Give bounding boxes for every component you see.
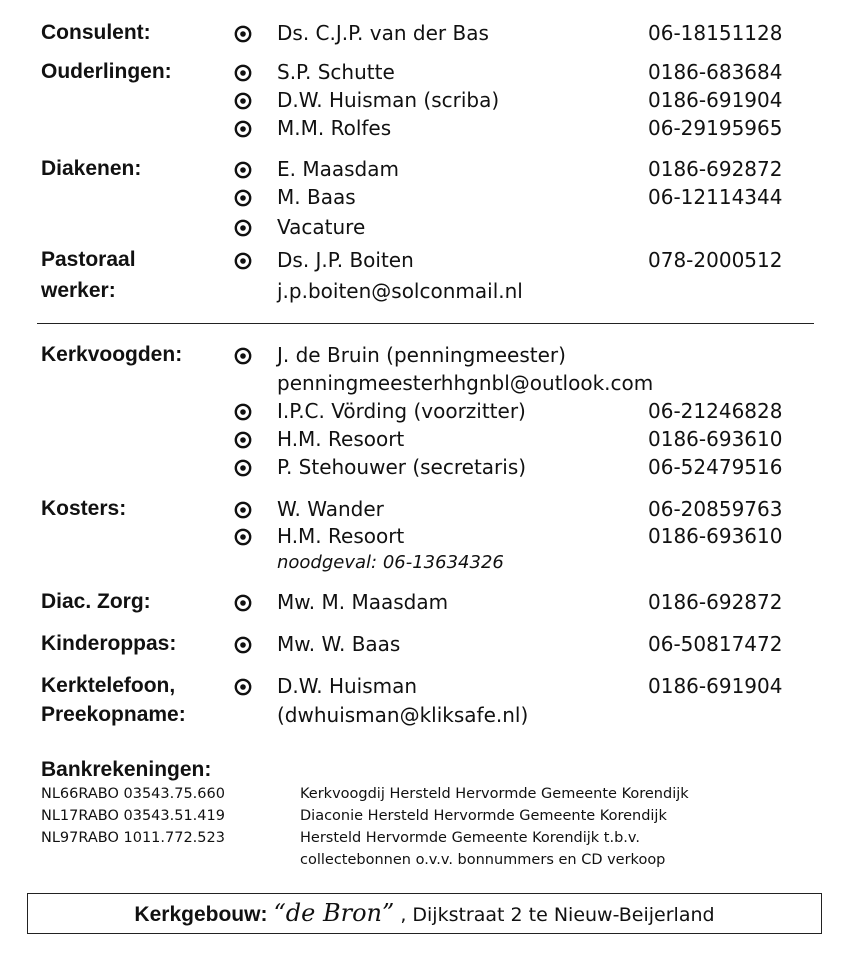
kerkvoogd-phone: 06-21246828 bbox=[648, 399, 783, 423]
diaken-phone: 0186-692872 bbox=[648, 157, 783, 181]
bullet-icon bbox=[233, 160, 253, 180]
koster-name: W. Wander bbox=[277, 497, 384, 521]
bullet-icon bbox=[233, 251, 253, 271]
bullet-icon bbox=[233, 402, 253, 422]
section-divider bbox=[37, 323, 814, 324]
koster-phone: 06-20859763 bbox=[648, 497, 783, 521]
bank-description: Diaconie Hersteld Hervormde Gemeente Korendijk bbox=[300, 808, 667, 824]
koster-phone: 0186-693610 bbox=[648, 524, 783, 548]
diaken-name: Vacature bbox=[277, 215, 366, 239]
bank-description: Hersteld Hervormde Gemeente Korendijk t.b.v. bbox=[300, 830, 640, 846]
church-building-box bbox=[27, 893, 822, 934]
bullet-icon bbox=[233, 527, 253, 547]
kinderoppas-name: Mw. W. Baas bbox=[277, 632, 401, 656]
church-name-open-quote: “ bbox=[273, 899, 286, 927]
kerkvoogd-name: P. Stehouwer (secretaris) bbox=[277, 455, 527, 479]
label-ouderlingen: Ouderlingen: bbox=[41, 60, 172, 83]
bullet-icon bbox=[233, 500, 253, 520]
bullet-icon bbox=[233, 218, 253, 238]
bullet-icon bbox=[233, 24, 253, 44]
ouderling-phone: 0186-683684 bbox=[648, 60, 783, 84]
bullet-icon bbox=[233, 91, 253, 111]
label-diac-zorg: Diac. Zorg: bbox=[41, 590, 151, 613]
pastoraal-email: j.p.boiten@solconmail.nl bbox=[277, 279, 523, 303]
church-building-label: Kerkgebouw: bbox=[134, 903, 268, 926]
ouderling-name: M.M. Rolfes bbox=[277, 116, 392, 140]
pastoraal-name: Ds. J.P. Boiten bbox=[277, 248, 414, 272]
label-pastoraal-werker: Pastoraal bbox=[41, 248, 136, 271]
koster-name: H.M. Resoort bbox=[277, 524, 405, 548]
bullet-icon bbox=[233, 63, 253, 83]
bank-iban: NL17RABO 03543.51.419 bbox=[41, 808, 225, 824]
label-kinderoppas: Kinderoppas: bbox=[41, 632, 177, 655]
bullet-icon bbox=[233, 188, 253, 208]
koster-emergency-note: noodgeval: 06-13634326 bbox=[277, 552, 504, 573]
ouderling-name: D.W. Huisman (scriba) bbox=[277, 88, 500, 112]
bullet-icon bbox=[233, 346, 253, 366]
kerkvoogd-phone: 06-52479516 bbox=[648, 455, 783, 479]
diac-zorg-phone: 0186-692872 bbox=[648, 590, 783, 614]
church-name: de Bron bbox=[285, 899, 382, 927]
label-consulent: Consulent: bbox=[41, 21, 151, 44]
ouderling-phone: 06-29195965 bbox=[648, 116, 783, 140]
ouderling-name: S.P. Schutte bbox=[277, 60, 395, 84]
pastoraal-phone: 078-2000512 bbox=[648, 248, 783, 272]
kerktelefoon-phone: 0186-691904 bbox=[648, 674, 783, 698]
diaken-name: E. Maasdam bbox=[277, 157, 399, 181]
label-kosters: Kosters: bbox=[41, 497, 127, 520]
label-preekopname: Preekopname: bbox=[41, 703, 186, 726]
kerkvoogd-name: H.M. Resoort bbox=[277, 427, 405, 451]
kerktelefoon-email: (dwhuisman@kliksafe.nl) bbox=[277, 703, 529, 727]
church-address: , Dijkstraat 2 te Nieuw-Beijerland bbox=[400, 904, 715, 926]
diac-zorg-name: Mw. M. Maasdam bbox=[277, 590, 449, 614]
bullet-icon bbox=[233, 635, 253, 655]
label-diakenen: Diakenen: bbox=[41, 157, 142, 180]
bullet-icon bbox=[233, 119, 253, 139]
label-kerktelefoon: Kerktelefoon, bbox=[41, 674, 176, 697]
bank-header: Bankrekeningen: bbox=[41, 758, 212, 781]
kerkvoogd-email: penningmeesterhhgnbl@outlook.com bbox=[277, 371, 654, 395]
consulent-phone: 06-18151128 bbox=[648, 21, 783, 45]
bullet-icon bbox=[233, 677, 253, 697]
diaken-phone: 06-12114344 bbox=[648, 185, 783, 209]
label-kerkvoogden: Kerkvoogden: bbox=[41, 343, 183, 366]
kerkvoogd-name: J. de Bruin (penningmeester) bbox=[277, 343, 566, 367]
bank-description: Kerkvoogdij Hersteld Hervormde Gemeente Korendijk bbox=[300, 786, 689, 802]
label-pastoraal-werker-line2: werker: bbox=[41, 279, 116, 302]
bullet-icon bbox=[233, 458, 253, 478]
kinderoppas-phone: 06-50817472 bbox=[648, 632, 783, 656]
consulent-name: Ds. C.J.P. van der Bas bbox=[277, 21, 489, 45]
ouderling-phone: 0186-691904 bbox=[648, 88, 783, 112]
kerkvoogd-name: I.P.C. Vörding (voorzitter) bbox=[277, 399, 526, 423]
bullet-icon bbox=[233, 593, 253, 613]
bank-description-line2: collectebonnen o.v.v. bonnummers en CD verkoop bbox=[300, 852, 666, 868]
church-name-close-quote: ” bbox=[381, 899, 395, 927]
kerkvoogd-phone: 0186-693610 bbox=[648, 427, 783, 451]
bank-iban: NL97RABO 1011.772.523 bbox=[41, 830, 225, 846]
bank-iban: NL66RABO 03543.75.660 bbox=[41, 786, 225, 802]
bullet-icon bbox=[233, 430, 253, 450]
diaken-name: M. Baas bbox=[277, 185, 356, 209]
kerktelefoon-name: D.W. Huisman bbox=[277, 674, 418, 698]
